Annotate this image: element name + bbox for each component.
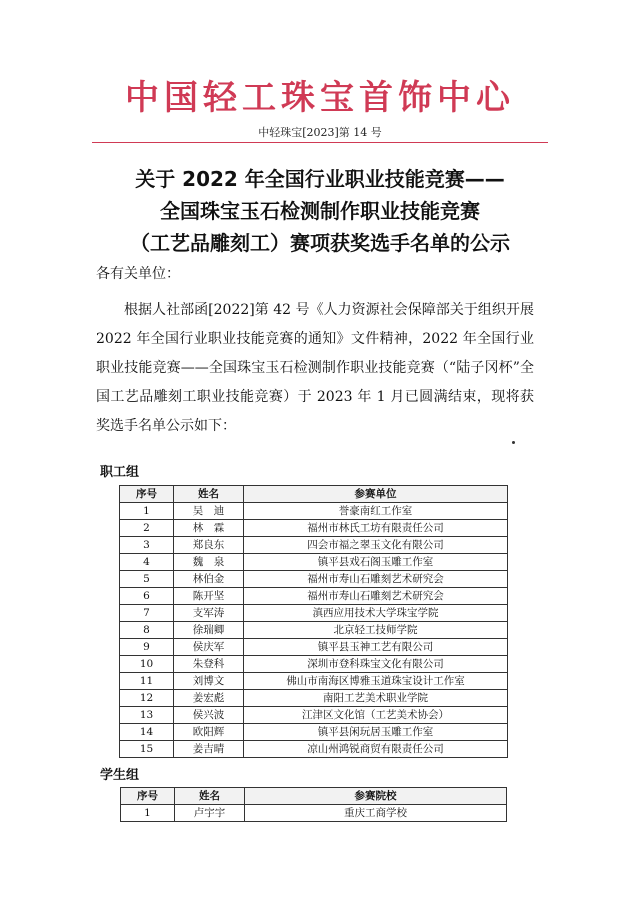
name-cell: 吴 迪 <box>174 503 244 520</box>
table-row <box>120 741 508 758</box>
student-winners-table <box>120 787 507 822</box>
unit-cell: 镇平县玉神工艺有限公司 <box>244 639 508 656</box>
name-cell: 徐瑞卿 <box>174 622 244 639</box>
row-number-cell: 14 <box>120 724 174 741</box>
name-cell: 刘博文 <box>174 673 244 690</box>
unit-cell: 四会市福之翠玉文化有限公司 <box>244 537 508 554</box>
name-cell: 侯庆军 <box>174 639 244 656</box>
table-row <box>120 673 508 690</box>
row-number-cell: 9 <box>120 639 174 656</box>
staff-winners-table <box>119 485 508 758</box>
heading-line-2: 全国珠宝玉石检测制作职业技能竞赛 <box>160 199 480 223</box>
unit-cell: 江津区文化馆（工艺美术协会） <box>244 707 508 724</box>
unit-cell: 凉山州鸿锐商贸有限责任公司 <box>244 741 508 758</box>
table-row <box>120 503 508 520</box>
unit-cell: 福州市寿山石雕刻艺术研究会 <box>244 571 508 588</box>
heading-line-3: （工艺品雕刻工）赛项获奖选手名单的公示 <box>130 231 510 255</box>
table-row <box>120 537 508 554</box>
unit-cell: 誉豪南红工作室 <box>244 503 508 520</box>
row-number-cell: 2 <box>120 520 174 537</box>
document-number: 中轻珠宝[2023]第 14 号 <box>258 126 382 139</box>
table-row <box>120 571 508 588</box>
name-cell: 姜宏彪 <box>174 690 244 707</box>
name-cell: 朱登科 <box>174 656 244 673</box>
table-row <box>120 656 508 673</box>
unit-cell: 滇西应用技术大学珠宝学院 <box>244 605 508 622</box>
table-row <box>120 605 508 622</box>
table-row <box>120 707 508 724</box>
name-cell: 陈开坚 <box>174 588 244 605</box>
row-number-cell: 6 <box>120 588 174 605</box>
unit-cell: 镇平县闲玩居玉雕工作室 <box>244 724 508 741</box>
unit-cell: 深圳市登科珠宝文化有限公司 <box>244 656 508 673</box>
staff-group-label: 职工组 <box>100 465 140 480</box>
column-header: 参赛单位 <box>244 486 508 503</box>
row-number-cell: 3 <box>120 537 174 554</box>
name-cell: 林伯金 <box>174 571 244 588</box>
table-row <box>120 724 508 741</box>
column-header: 姓名 <box>174 486 244 503</box>
row-number-cell: 1 <box>121 805 175 822</box>
unit-cell: 福州市林氏工坊有限责任公司 <box>244 520 508 537</box>
table-row <box>120 520 508 537</box>
table-header-row <box>121 788 507 805</box>
table-row <box>120 690 508 707</box>
column-header: 姓名 <box>175 788 245 805</box>
row-number-cell: 11 <box>120 673 174 690</box>
row-number-cell: 10 <box>120 656 174 673</box>
table-row <box>120 622 508 639</box>
unit-cell: 福州市寿山石雕刻艺术研究会 <box>244 588 508 605</box>
heading-line-1: 关于 2022 年全国行业职业技能竞赛—— <box>135 167 505 191</box>
column-header: 序号 <box>120 486 174 503</box>
name-cell: 魏 泉 <box>174 554 244 571</box>
unit-cell: 重庆工商学校 <box>245 805 507 822</box>
row-number-cell: 12 <box>120 690 174 707</box>
row-number-cell: 1 <box>120 503 174 520</box>
name-cell: 林 霖 <box>174 520 244 537</box>
unit-cell: 北京轻工技师学院 <box>244 622 508 639</box>
org-title: 中国轻工珠宝首饰中心 <box>125 78 515 118</box>
name-cell: 欧阳辉 <box>174 724 244 741</box>
unit-cell: 南阳工艺美术职业学院 <box>244 690 508 707</box>
stray-mark <box>512 441 515 444</box>
column-header: 参赛院校 <box>245 788 507 805</box>
name-cell: 侯兴波 <box>174 707 244 724</box>
name-cell: 姜吉晴 <box>174 741 244 758</box>
table-row <box>121 805 507 822</box>
name-cell: 支军涛 <box>174 605 244 622</box>
document-heading <box>0 163 640 259</box>
column-header: 序号 <box>121 788 175 805</box>
unit-cell: 镇平县戏石阁玉雕工作室 <box>244 554 508 571</box>
table-row <box>120 588 508 605</box>
table-row <box>120 554 508 571</box>
row-number-cell: 4 <box>120 554 174 571</box>
row-number-cell: 7 <box>120 605 174 622</box>
body-paragraph: 根据人社部函[2022]第 42 号《人力资源社会保障部关于组织开展 2022 年全国行业职业技能竞赛的通知》文件精神，2022 年全国行业职业技能竞赛——全国珠宝玉石检测制作职业技能竞赛（“陆子冈杯”全国工艺品雕刻工职业技能竞赛）于 2023 年 1 月已圆满结束，现将获奖选手名单公示如下： <box>96 302 534 434</box>
row-number-cell: 8 <box>120 622 174 639</box>
name-cell: 郑良东 <box>174 537 244 554</box>
table-row <box>120 639 508 656</box>
unit-cell: 佛山市南海区博雅玉道珠宝设计工作室 <box>244 673 508 690</box>
row-number-cell: 13 <box>120 707 174 724</box>
row-number-cell: 15 <box>120 741 174 758</box>
salutation: 各有关单位： <box>96 266 180 282</box>
red-divider <box>92 142 548 143</box>
table-header-row <box>120 486 508 503</box>
student-group-label: 学生组 <box>100 768 140 783</box>
row-number-cell: 5 <box>120 571 174 588</box>
name-cell: 卢宇宇 <box>175 805 245 822</box>
